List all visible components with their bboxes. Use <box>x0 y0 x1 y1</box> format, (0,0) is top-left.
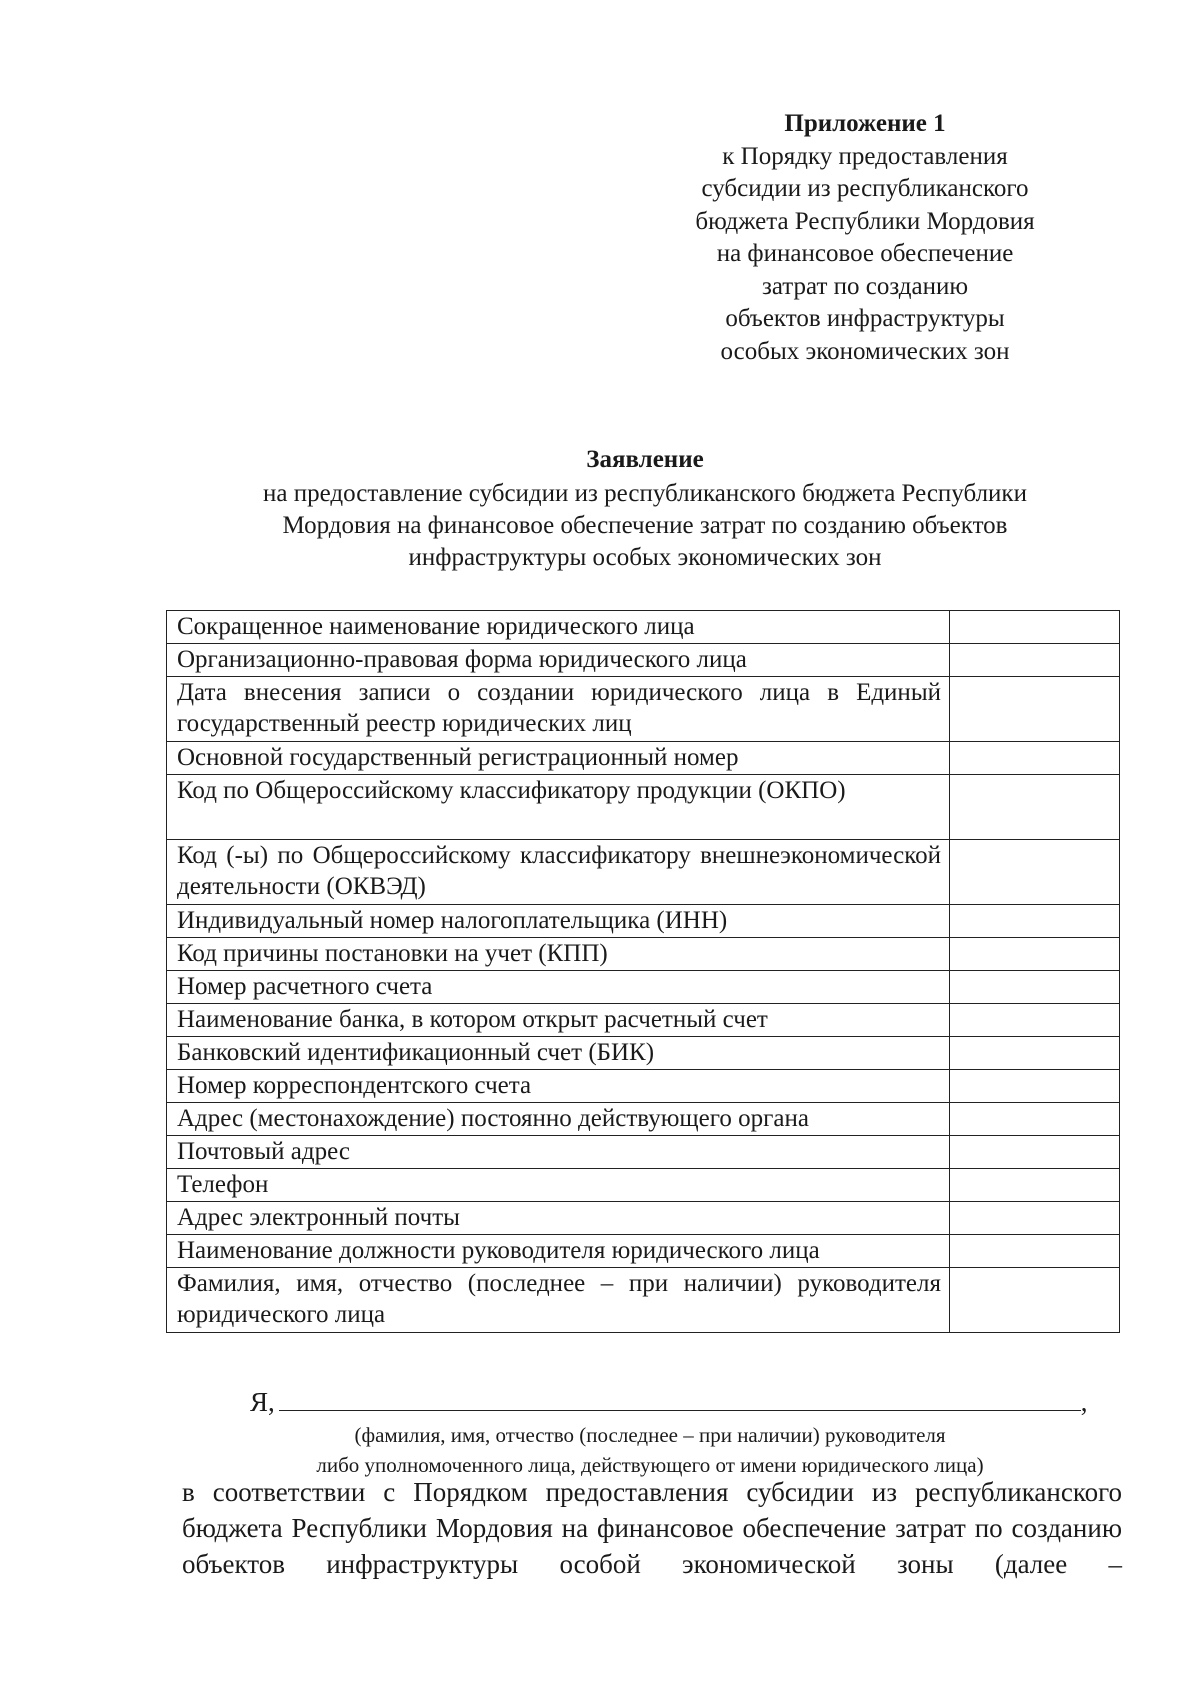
caption-line: (фамилия, имя, отчество (последнее – при наличии) руководителя <box>354 1423 946 1447</box>
row-label: Основной государственный регистрационный номер <box>167 742 950 775</box>
table-row <box>167 938 1120 971</box>
appendix-line: затрат по созданию <box>761 272 969 300</box>
table-row <box>167 677 1120 742</box>
table-row <box>167 644 1120 677</box>
table-row <box>167 971 1120 1004</box>
heading-line: на предоставление субсидии из республиканского бюджета Республики <box>263 480 1027 507</box>
document-title: Заявление <box>586 446 704 473</box>
row-value-field[interactable] <box>950 905 1120 938</box>
row-value-field[interactable] <box>950 742 1120 775</box>
row-label: Наименование должности руководителя юридического лица <box>167 1235 950 1268</box>
appendix-line: на финансовое обеспечение <box>716 240 1014 267</box>
row-label: Номер корреспондентского счета <box>167 1070 950 1103</box>
appendix-block <box>680 108 1050 368</box>
row-label: Сокращенное наименование юридического лица <box>167 611 950 644</box>
row-label: Адрес электронный почты <box>167 1202 950 1235</box>
document-heading <box>190 444 1100 574</box>
table-row <box>167 611 1120 644</box>
row-label: Код причины постановки на учет (КПП) <box>167 938 950 971</box>
row-value-field[interactable] <box>950 1169 1120 1202</box>
declaration-caption <box>240 1420 1060 1480</box>
row-value-field[interactable] <box>950 1070 1120 1103</box>
declaration-body-text: в соответствии с Порядком предоставления субсидии из республиканского бюджета Республики Мордовия на финансовое обеспечение затрат по созданию объектов инфраструктуры особой экономической зоны (далее – <box>182 1477 1122 1579</box>
row-value-field[interactable] <box>950 840 1120 905</box>
row-value-field[interactable] <box>950 775 1120 840</box>
table-row <box>167 1070 1120 1103</box>
appendix-title: Приложение 1 <box>784 110 946 137</box>
row-value-field[interactable] <box>950 1103 1120 1136</box>
row-label: Почтовый адрес <box>167 1136 950 1169</box>
table-row <box>167 1202 1120 1235</box>
declaration-suffix: , <box>1080 1387 1088 1417</box>
appendix-line: субсидии из республиканского <box>701 175 1029 202</box>
table-row <box>167 1004 1120 1037</box>
row-value-field[interactable] <box>950 644 1120 677</box>
row-label: Наименование банка, в котором открыт расчетный счет <box>167 1004 950 1037</box>
row-value-field[interactable] <box>950 1235 1120 1268</box>
table-row <box>167 1268 1120 1333</box>
appendix-line: бюджета Республики Мордовия <box>695 207 1035 235</box>
table-row <box>167 1169 1120 1202</box>
appendix-line: особых экономических зон <box>720 337 1010 365</box>
table-row <box>167 1136 1120 1169</box>
row-value-field[interactable] <box>950 1268 1120 1333</box>
row-value-field[interactable] <box>950 611 1120 644</box>
table-row <box>167 1037 1120 1070</box>
table-row <box>167 1235 1120 1268</box>
table-row <box>167 840 1120 905</box>
row-label: Код (-ы) по Общероссийскому классификатору внешнеэкономической деятельности (ОКВЭД) <box>167 840 950 905</box>
declaration-prefix: Я, <box>250 1387 275 1417</box>
table-row <box>167 775 1120 840</box>
row-label: Фамилия, имя, отчество (последнее – при наличии) руководителя юридического лица <box>167 1268 950 1333</box>
table-row <box>167 742 1120 775</box>
table-row <box>167 905 1120 938</box>
heading-line: инфраструктуры особых экономических зон <box>408 544 882 571</box>
heading-line: Мордовия на финансовое обеспечение затрат по созданию объектов <box>282 512 1008 539</box>
row-label: Код по Общероссийскому классификатору продукции (ОКПО) <box>167 775 950 840</box>
row-value-field[interactable] <box>950 1004 1120 1037</box>
row-label: Адрес (местонахождение) постоянно действующего органа <box>167 1103 950 1136</box>
row-label: Телефон <box>167 1169 950 1202</box>
table-row <box>167 1103 1120 1136</box>
caption-line: либо уполномоченного лица, действующего от имени юридического лица) <box>316 1453 984 1477</box>
row-value-field[interactable] <box>950 1136 1120 1169</box>
declaration-line <box>250 1384 1130 1419</box>
row-value-field[interactable] <box>950 971 1120 1004</box>
row-label: Организационно-правовая форма юридического лица <box>167 644 950 677</box>
row-value-field[interactable] <box>950 938 1120 971</box>
row-value-field[interactable] <box>950 1202 1120 1235</box>
row-label: Номер расчетного счета <box>167 971 950 1004</box>
row-label: Банковский идентификационный счет (БИК) <box>167 1037 950 1070</box>
row-label: Индивидуальный номер налогоплательщика (ИНН) <box>167 905 950 938</box>
appendix-line: к Порядку предоставления <box>722 142 1008 170</box>
full-name-blank-field[interactable] <box>279 1384 1081 1411</box>
row-label: Дата внесения записи о создании юридического лица в Единый государственный реестр юридических лиц <box>167 677 950 742</box>
appendix-line: объектов инфраструктуры <box>725 305 1005 332</box>
row-value-field[interactable] <box>950 677 1120 742</box>
application-form-table <box>166 610 1120 1333</box>
row-value-field[interactable] <box>950 1037 1120 1070</box>
